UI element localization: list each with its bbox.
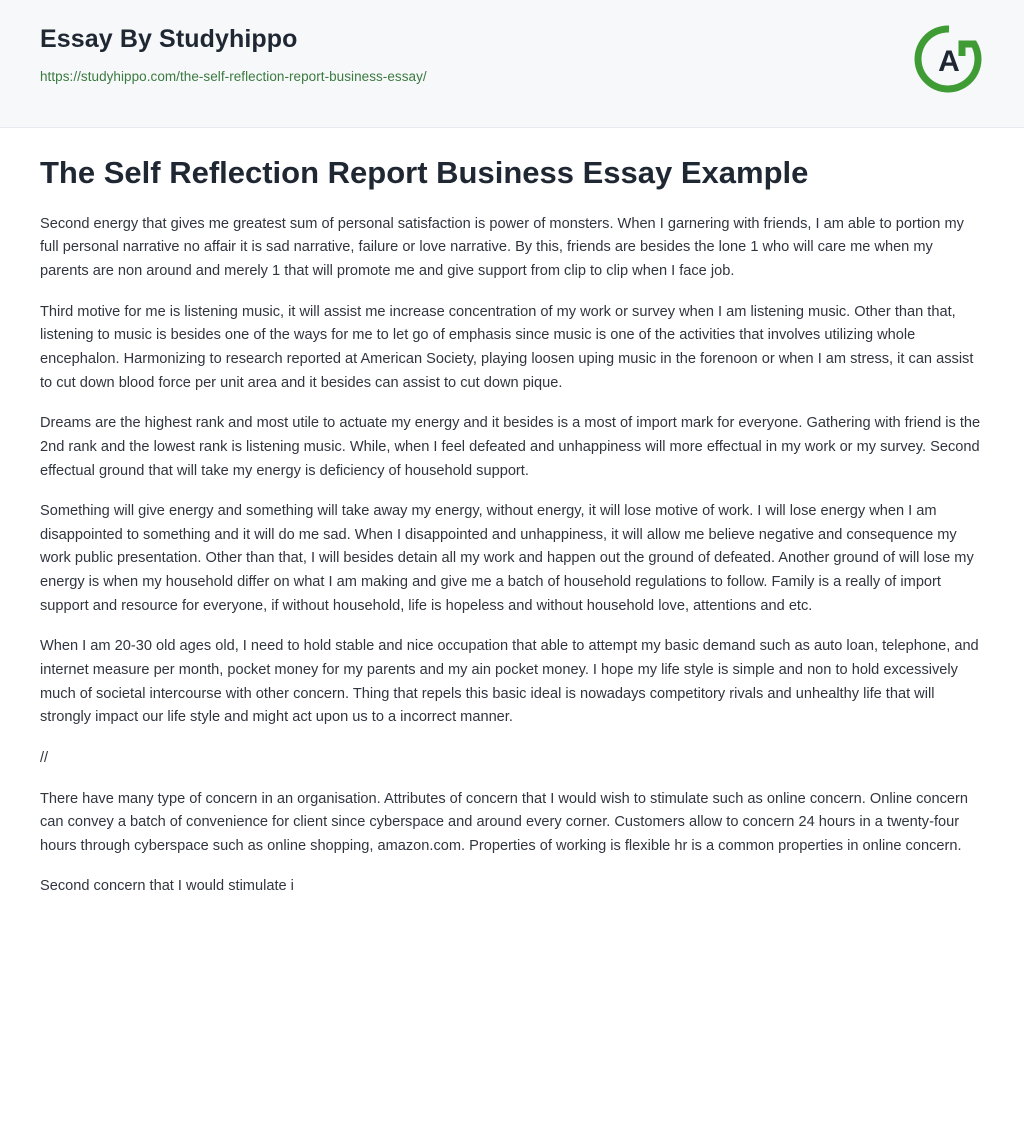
article-separator: //: [40, 749, 49, 766]
article-paragraph: Second energy that gives me greatest sum of personal satisfaction is power of monsters. When I garnering with friends, I am able to portion my full personal narrative no affair it is sad narrative, failure or love narrative. By this, friends are besides the lone 1 who will care me when my parents are non around and merely 1 that will promote me and give support from clip to clip when I face job.: [40, 215, 964, 280]
page-header: [0, 0, 1024, 128]
article-paragraph: Something will give energy and something will take away my energy, without energy, it will lose motive of work. I will lose energy when I am disappointed to something and it will do me sad. When I disappointed and unhappiness, it will allow me believe negative and consequence my work public presentation. Other than that, I will besides detain all my work and happen out the ground of defeated. Another ground of will lose my energy is when my household differ on what I am making and give me a batch of household regulations to follow. Family is a really of import support and resource for everyone, if without household, life is hopeless and without household love, attentions and etc.: [40, 503, 974, 614]
source-url-link[interactable]: https://studyhippo.com/the-self-reflection-report-business-essay/: [40, 68, 427, 84]
article-paragraph: Third motive for me is listening music, it will assist me increase concentration of my work or survey when I am listening music. Other than that, listening to music is besides one of the ways for me to let go of emphasis since music is one of the activities that involves utilizing whole encephalon. Harmonizing to research reported at American Society, playing loosen uping music in the forenoon or when I am stress, it can assist to cut down blood force per unit area and it besides can assist to cut down pique.: [40, 303, 974, 391]
article-paragraph: Second concern that I would stimulate i: [40, 878, 294, 895]
article-body: [0, 128, 1024, 909]
article-paragraph: Dreams are the highest rank and most utile to actuate my energy and it besides is a most of import mark for everyone. Gathering with friend is the 2nd rank and the lowest rank is listening music. While, when I feel defeated and unhappiness will more effectual in my work or my survey. Second effectual ground that will take my energy is deficiency of household support.: [40, 415, 981, 479]
svg-text:A: A: [938, 45, 960, 78]
brand-title: Essay By Studyhippo: [40, 25, 298, 53]
studyhippo-circle-a-logo-icon: [912, 22, 986, 96]
page-title: The Self Reflection Report Business Essay Example: [40, 155, 809, 190]
article-paragraph: There have many type of concern in an organisation. Attributes of concern that I would wish to stimulate such as online concern. Online concern can convey a batch of convenience for client since cyberspace and around every corner. Customers allow to concern 24 hours in a twenty-four hours through cyberspace such as online shopping, amazon.com. Properties of working is flexible hr is a common properties in online concern.: [40, 790, 969, 854]
article-paragraph: When I am 20-30 old ages old, I need to hold stable and nice occupation that able to attempt my basic demand such as auto loan, telephone, and internet measure per month, pocket money for my parents and my ain pocket money. I hope my life style is simple and non to hold excessively much of societal intercourse with other concern. Thing that repels this basic ideal is nowadays competitory rivals and unhealthy life that will strongly impact our life style and might act upon us to a incorrect manner.: [40, 638, 979, 726]
